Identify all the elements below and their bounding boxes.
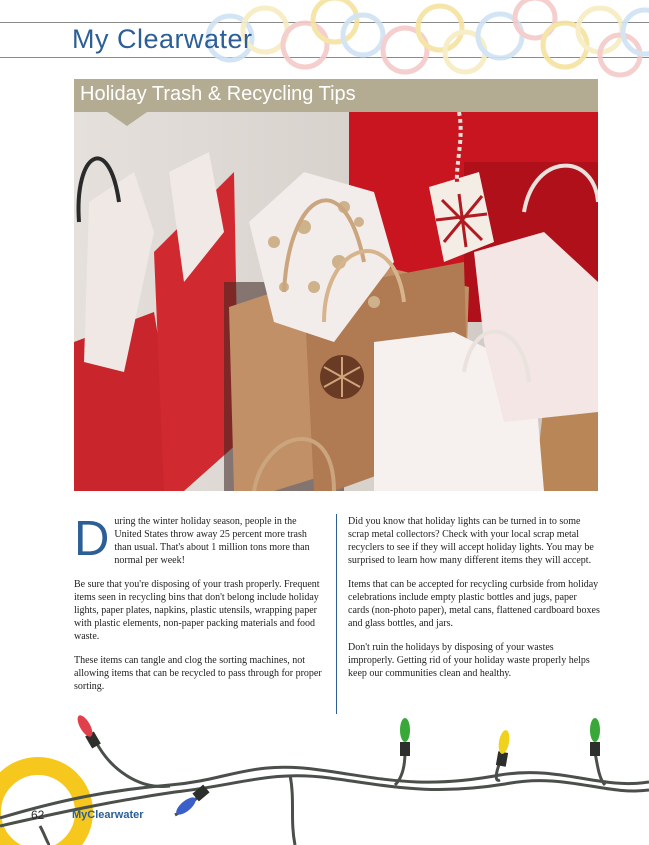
holiday-lights-illustration bbox=[0, 700, 649, 845]
footer-brand: MyClearwater bbox=[72, 809, 144, 821]
article-title-banner bbox=[74, 79, 598, 112]
masthead-title: My Clearwater bbox=[72, 24, 253, 54]
article-title: Holiday Trash & Recycling Tips bbox=[80, 83, 356, 105]
right-paragraph-1: Did you know that holiday lights can be turned in to some scrap metal collectors? Check with your local scrap metal recyclers to see if they will accept holiday lights. You may be surprised to learn how many different items they will accept. bbox=[348, 516, 594, 566]
light-bulb-red bbox=[75, 713, 101, 748]
page-number: 62 bbox=[31, 808, 45, 822]
light-bulb-green-left bbox=[400, 718, 410, 756]
light-bulb-yellow bbox=[496, 729, 511, 766]
article-column-right bbox=[348, 515, 600, 691]
left-paragraph-3: These items can tangle and clog the sorting machines, not allowing items that can be recycled to pass through for proper sorting. bbox=[74, 655, 322, 692]
right-paragraph-2: Items that can be accepted for recycling curbside from holiday celebrations include empty plastic bottles and jugs, paper cards (non-photo paper), metal cans, flattened cardboard boxes and glass bottles, and jars. bbox=[348, 579, 600, 629]
right-paragraph-3: Don't ruin the holidays by disposing of your wastes improperly. Getting rid of your holiday waste properly helps keep our communities clean and healthy. bbox=[348, 642, 590, 679]
light-bulb-green-right bbox=[590, 718, 600, 756]
drop-cap: D bbox=[74, 512, 110, 566]
article-column-left bbox=[74, 512, 324, 704]
intro-paragraph bbox=[74, 512, 324, 567]
banner-notch bbox=[107, 112, 147, 126]
column-divider bbox=[336, 514, 337, 714]
gift-bags-photo bbox=[74, 112, 598, 491]
left-paragraph-2: Be sure that you're disposing of your trash properly. Frequent items seen in recycling bins that don't belong include holiday lights, paper plates, napkins, plastic utensils, wrapping paper with plastic elements, non-paper packing materials and food waste. bbox=[74, 579, 320, 642]
intro-text: uring the winter holiday season, people in the United States throw away 25 percent more trash than usual. That's about 1 million tons more than normal per week! bbox=[114, 516, 310, 566]
